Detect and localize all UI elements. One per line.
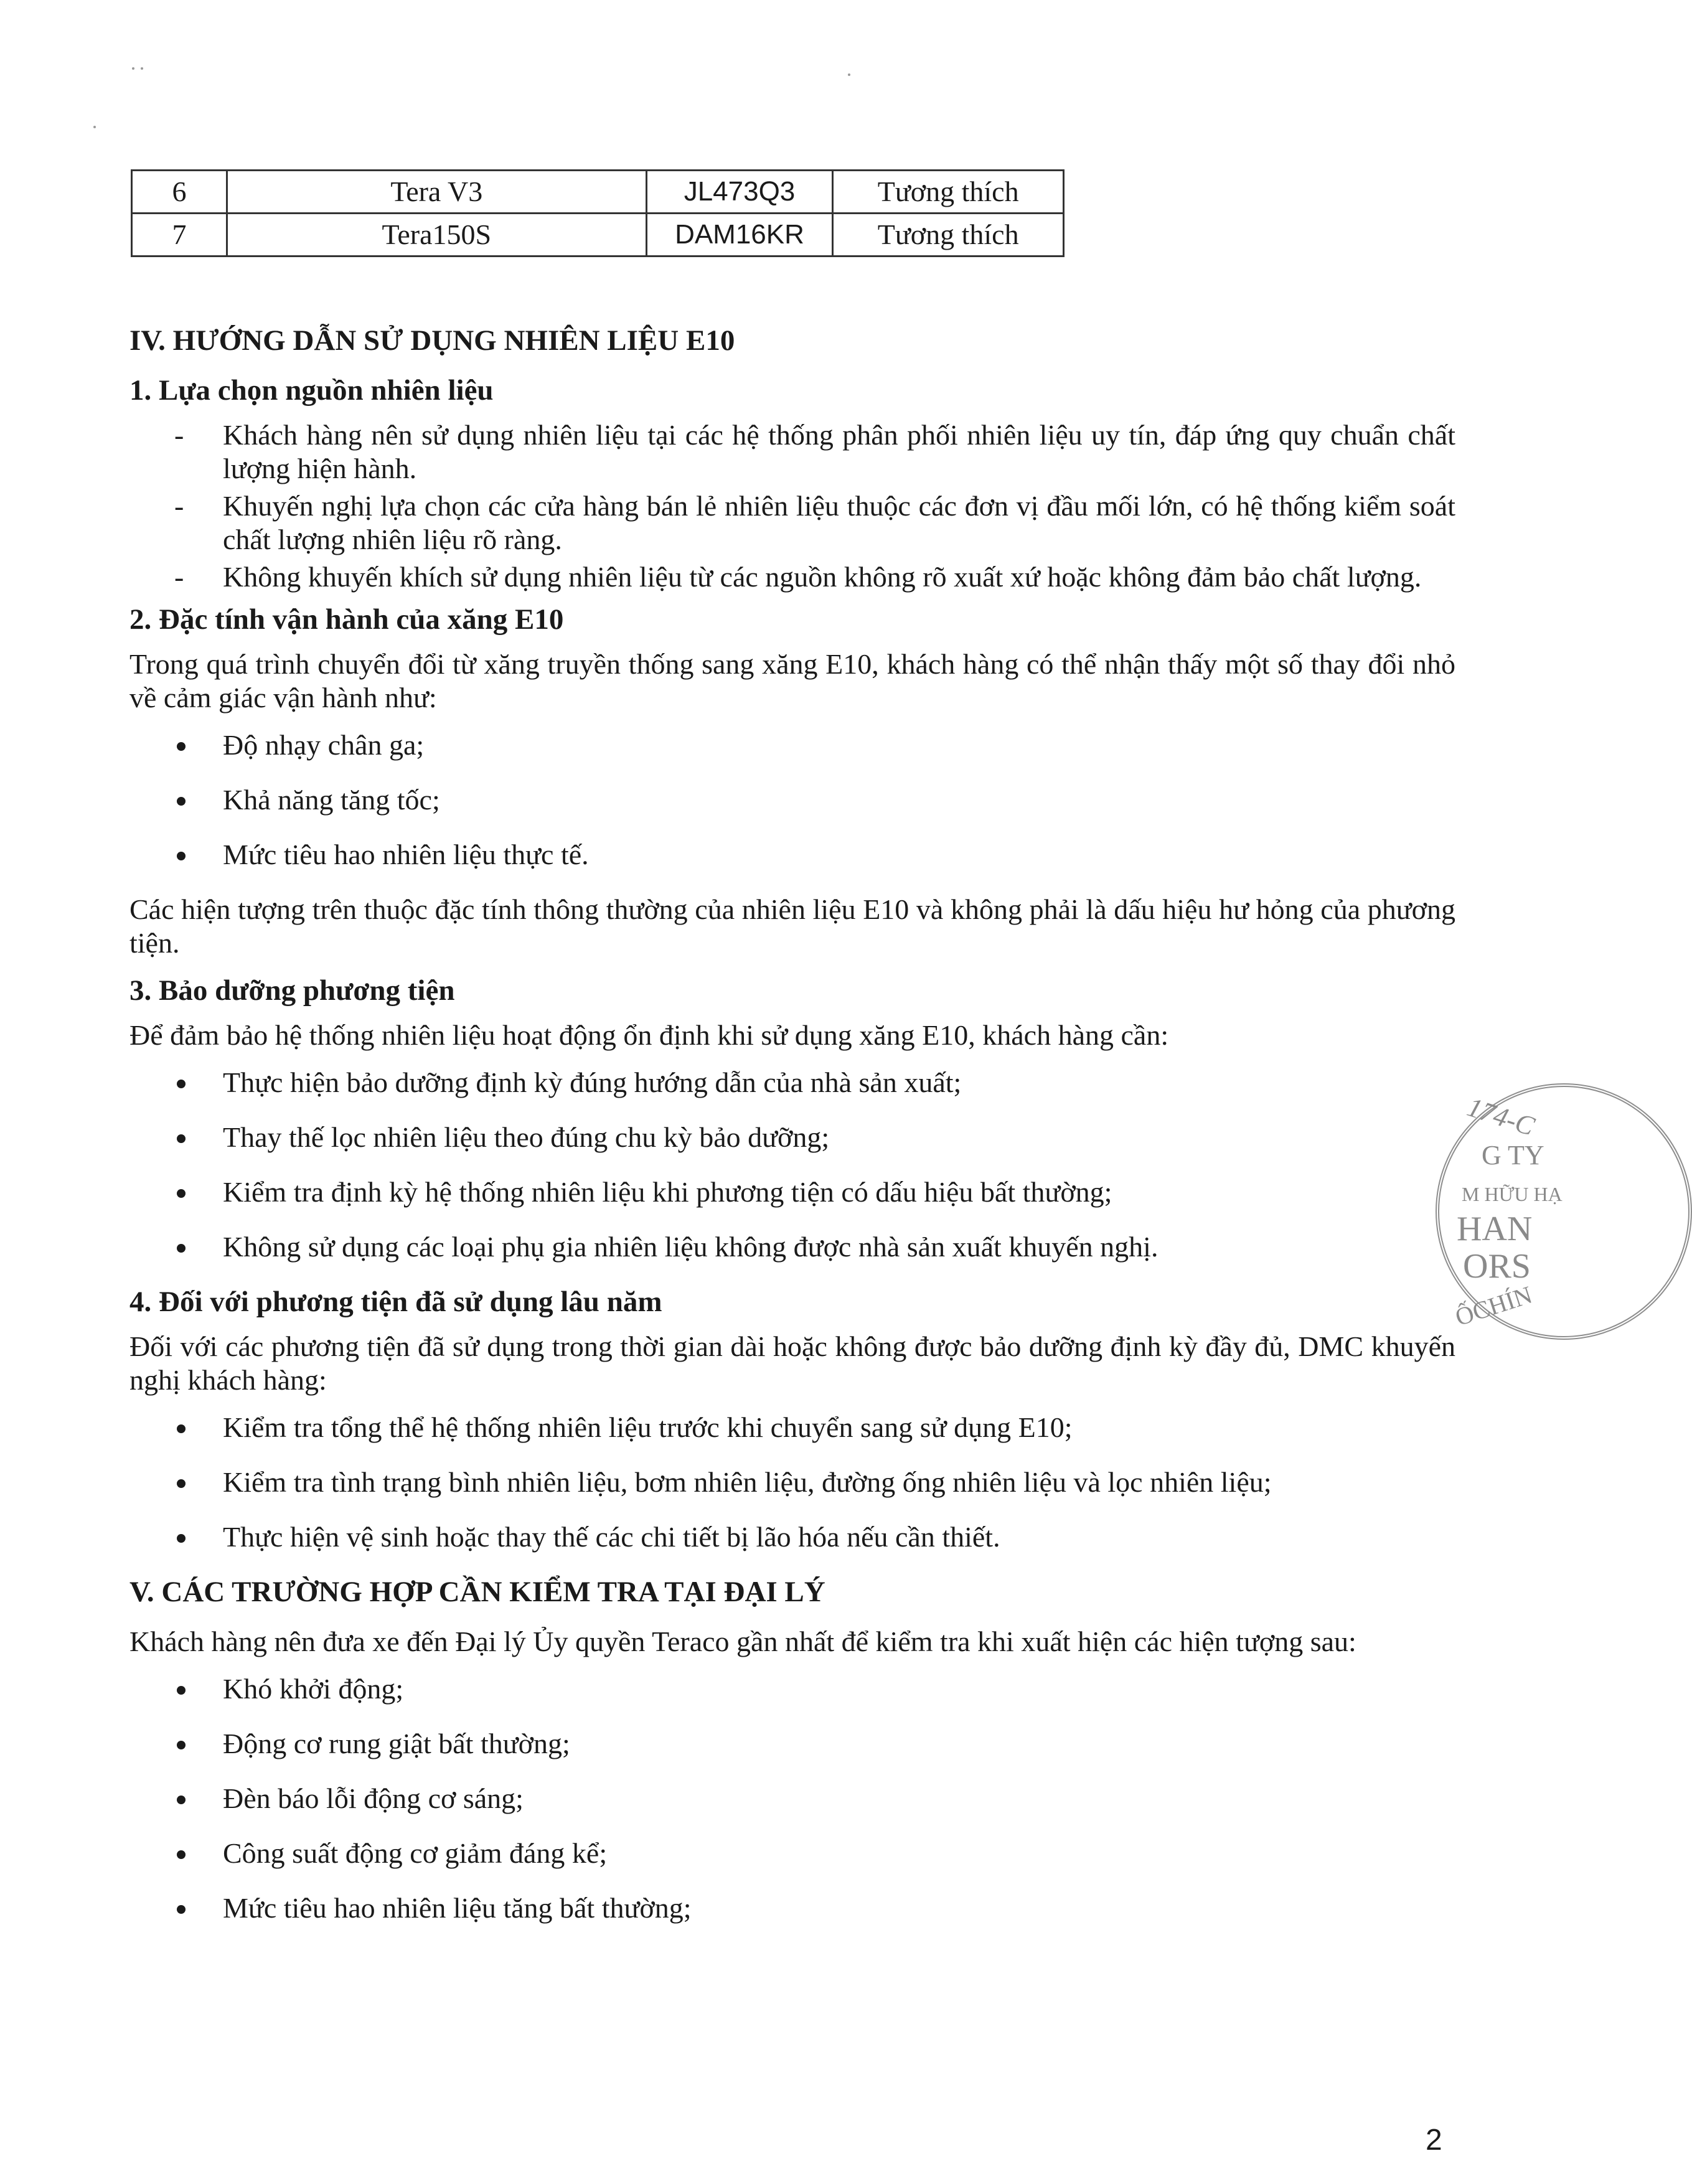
- list-item: - Khuyến nghị lựa chọn các cửa hàng bán lẻ nhiên liệu thuộc các đơn vị đầu mối lớn, có hệ thống kiểm soát chất lượng nhiên liệu rõ ràng.: [129, 489, 1455, 557]
- page-number: 2: [1426, 2124, 1442, 2157]
- table-cell-no: 6: [132, 171, 227, 214]
- seal-text: M HỮU HẠ: [1462, 1183, 1563, 1205]
- scan-speck: [848, 73, 850, 76]
- section-v-title: V. CÁC TRƯỜNG HỢP CẦN KIỂM TRA TẠI ĐẠI LÝ: [129, 1576, 825, 1608]
- section-iv-title: IV. HƯỚNG DẪN SỬ DỤNG NHIÊN LIỆU E10: [129, 324, 735, 357]
- seal-text: ỐCHÍN: [1452, 1280, 1536, 1332]
- subsection-4-title: 4. Đối với phương tiện đã sử dụng lâu năm: [129, 1286, 662, 1318]
- subsection-1-title: 1. Lựa chọn nguồn nhiên liệu: [129, 374, 494, 407]
- list-item: Động cơ rung giật bất thường;: [129, 1727, 1455, 1761]
- document-body: [129, 324, 1455, 1946]
- scan-speck: [93, 126, 96, 128]
- list-item: Mức tiêu hao nhiên liệu tăng bất thường;: [129, 1891, 1455, 1925]
- table-row: [132, 214, 1064, 257]
- seal-text: HAN: [1457, 1210, 1533, 1248]
- table-cell-engine: DAM16KR: [646, 214, 833, 257]
- list-item: Độ nhạy chân ga;: [129, 728, 1455, 762]
- scan-speck: [141, 67, 143, 70]
- list-item: Thay thế lọc nhiên liệu theo đúng chu kỳ bảo dưỡng;: [129, 1121, 1455, 1154]
- table-cell-model: Tera V3: [227, 171, 646, 214]
- subsection-3-title: 3. Bảo dưỡng phương tiện: [129, 974, 455, 1007]
- list-item: Đèn báo lỗi động cơ sáng;: [129, 1782, 1455, 1815]
- section-v-intro: Khách hàng nên đưa xe đến Đại lý Ủy quyền Teraco gần nhất để kiểm tra khi xuất hiện các hiện tượng sau:: [129, 1626, 1356, 1657]
- seal-text: G TY: [1482, 1140, 1544, 1170]
- maintenance-list: [129, 1066, 1455, 1264]
- old-vehicle-list: [129, 1411, 1455, 1554]
- list-item: - Không khuyến khích sử dụng nhiên liệu từ các nguồn không rõ xuất xứ hoặc không đảm bảo chất lượng.: [129, 560, 1455, 594]
- company-seal: [1429, 1077, 1563, 1339]
- list-item: Công suất động cơ giảm đáng kể;: [129, 1837, 1455, 1870]
- list-item: Khó khởi động;: [129, 1672, 1455, 1706]
- compatibility-table: [131, 169, 1065, 257]
- list-item: - Khách hàng nên sử dụng nhiên liệu tại các hệ thống phân phối nhiên liệu uy tín, đáp ứng quy chuẩn chất lượng hiện hành.: [129, 418, 1455, 486]
- table-cell-no: 7: [132, 214, 227, 257]
- list-item: Kiểm tra tổng thể hệ thống nhiên liệu trước khi chuyển sang sử dụng E10;: [129, 1411, 1455, 1444]
- dealer-check-list: [129, 1672, 1455, 1925]
- table-row: [132, 171, 1064, 214]
- operation-list: [129, 728, 1455, 872]
- list-item: Kiểm tra định kỳ hệ thống nhiên liệu khi phương tiện có dấu hiệu bất thường;: [129, 1175, 1455, 1209]
- scan-speck: [132, 67, 134, 70]
- list-item: Thực hiện bảo dưỡng định kỳ đúng hướng dẫn của nhà sản xuất;: [129, 1066, 1455, 1099]
- list-item: Kiểm tra tình trạng bình nhiên liệu, bơm nhiên liệu, đường ống nhiên liệu và lọc nhiên liệu;: [129, 1466, 1455, 1499]
- table-cell-model: Tera150S: [227, 214, 646, 257]
- fuel-source-list: [129, 418, 1455, 594]
- subsection-4-intro: Đối với các phương tiện đã sử dụng trong thời gian dài hoặc không được bảo dưỡng định kỳ đầy đủ, DMC khuyến nghị khách hàng:: [129, 1330, 1455, 1396]
- list-item: Không sử dụng các loại phụ gia nhiên liệu không được nhà sản xuất khuyến nghị.: [129, 1230, 1455, 1264]
- seal-text: 174-C: [1464, 1091, 1538, 1142]
- subsection-3-intro: Để đảm bảo hệ thống nhiên liệu hoạt động ổn định khi sử dụng xăng E10, khách hàng cần:: [129, 1019, 1169, 1051]
- list-item: Khả năng tăng tốc;: [129, 783, 1455, 817]
- subsection-2-title: 2. Đặc tính vận hành của xăng E10: [129, 603, 564, 636]
- seal-text: ORS: [1463, 1247, 1531, 1286]
- list-item: Mức tiêu hao nhiên liệu thực tế.: [129, 838, 1455, 872]
- subsection-2-intro: Trong quá trình chuyển đổi từ xăng truyền thống sang xăng E10, khách hàng có thể nhận thấy một số thay đổi nhỏ về cảm giác vận hành như:: [129, 648, 1455, 713]
- subsection-2-outro: Các hiện tượng trên thuộc đặc tính thông thường của nhiên liệu E10 và không phải là dấu hiệu hư hỏng của phương tiện.: [129, 893, 1455, 959]
- table-cell-engine: JL473Q3: [646, 171, 833, 214]
- list-item: Thực hiện vệ sinh hoặc thay thế các chi tiết bị lão hóa nếu cần thiết.: [129, 1520, 1455, 1554]
- table-cell-status: Tương thích: [833, 171, 1064, 214]
- table-cell-status: Tương thích: [833, 214, 1064, 257]
